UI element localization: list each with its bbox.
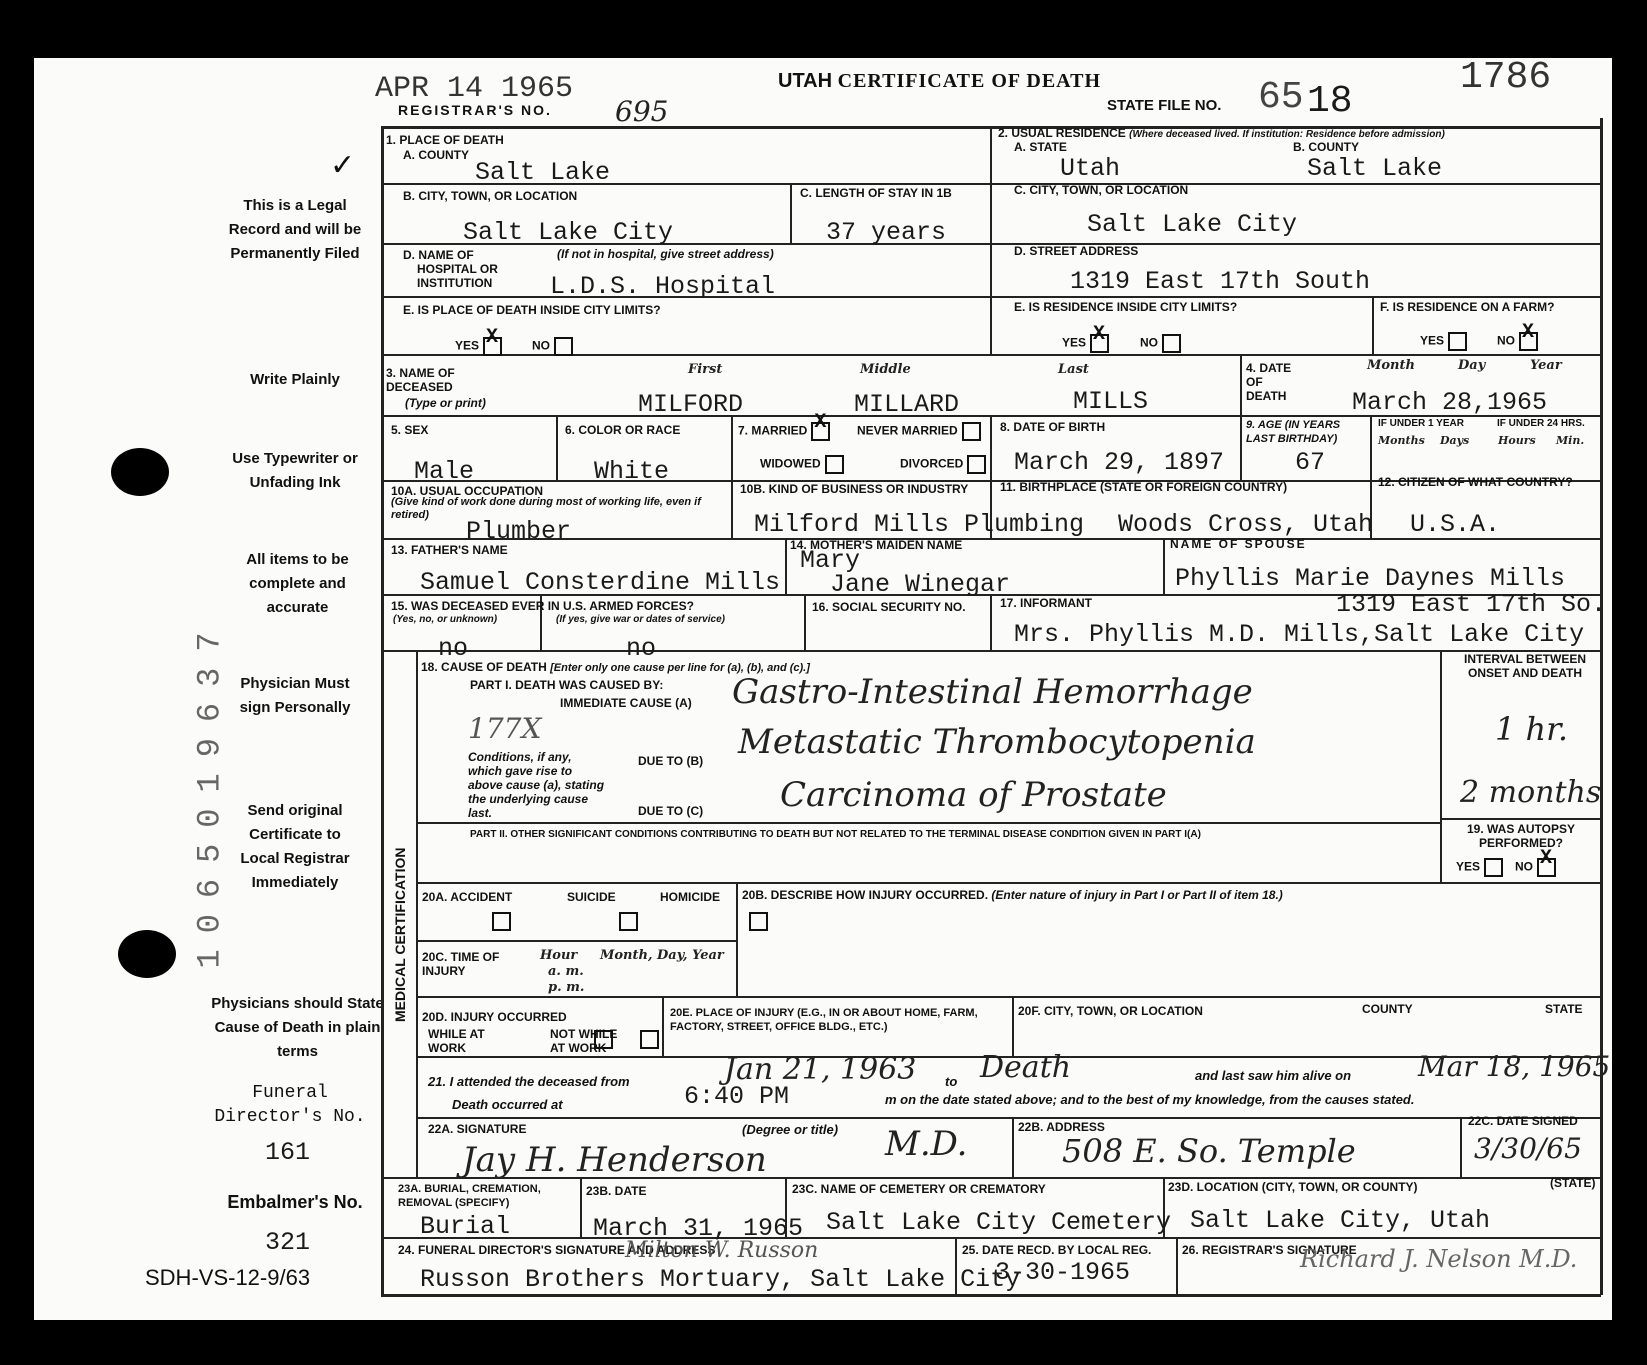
burial-location: Salt Lake City, Utah [1190,1206,1491,1235]
never-married[interactable]: NEVER MARRIED [857,422,981,441]
farm-label: F. IS RESIDENCE ON A FARM? [1380,300,1555,314]
deceased-name-note: (Type or print) [405,396,486,410]
days-label: Days [1440,434,1470,447]
signature-label: 22A. SIGNATURE [428,1122,527,1136]
place-of-injury-label: 20E. PLACE OF INJURY (E.G., IN OR ABOUT HOME, FARM, FACTORY, STREET, OFFICE BLDG., ETC.) [670,1007,978,1033]
margin-typewriter: Use Typewriter or Unfading Ink [232,450,358,491]
armed-note-2: (If yes, give war or dates of service) [556,614,725,625]
farm-no[interactable]: NOX [1497,332,1538,351]
married[interactable]: 7. MARRIEDX [738,422,830,441]
father-label: 13. FATHER'S NAME [391,543,508,557]
vertical-serial-number: 1065019637 [191,616,229,969]
degree-label: (Degree or title) [742,1122,839,1137]
attended-to: Death [980,1050,1072,1085]
physician-signature: Jay H. Henderson [462,1140,767,1180]
burial-date: March 31, 1965 [593,1214,804,1243]
immediate-cause-label: IMMEDIATE CAUSE (A) [560,696,692,710]
residence-inside-city-label: E. IS RESIDENCE INSIDE CITY LIMITS? [1014,300,1238,314]
injury-note: (Enter nature of injury in Part I or Part II of item 18.) [991,888,1283,902]
autopsy-yes-checkbox[interactable] [1484,858,1503,877]
last-saw-label: and last saw him alive on [1195,1068,1352,1083]
autopsy-label: 19. WAS AUTOPSY PERFORMED? [1466,822,1576,850]
knowledge-statement: m on the date stated above; and to the best of my knowledge, from the causes stated. [885,1092,1415,1107]
last-name: MILLS [1073,387,1149,416]
injury-state-label: STATE [1545,1002,1583,1016]
length-of-stay-label: C. LENGTH OF STAY IN 1B [800,186,952,200]
suicide-label: SUICIDE [567,890,616,904]
armed-forces-1: no [438,634,469,663]
first-name: MILFORD [638,390,744,419]
spouse-label: NAME OF SPOUSE [1170,537,1307,551]
date-received: 3-30-1965 [995,1258,1131,1287]
death-inside-no[interactable]: NO [532,337,573,356]
embalmer-no-label: Embalmer's No. [227,1192,363,1212]
date-received-label: 25. DATE RECD. BY LOCAL REG. [962,1243,1152,1257]
cause-b: Metastatic Thrombocytopenia [738,722,1256,762]
funeral-director-signature: Milton W. Russon [625,1238,819,1263]
conditions-note: Conditions, if any, which gave rise to above cause (a), stating the underlying cause last. [468,750,605,820]
margin-physicians-should: Physicians should State Cause of Death in plain terms [211,995,384,1060]
farm-no-checkbox[interactable] [1519,332,1538,351]
hour-label: Hour [540,948,578,963]
residence-inside-yes[interactable]: YESX [1062,334,1109,353]
min-label: Min. [1556,434,1585,447]
check-mark: ✓ [330,149,356,182]
registrar-no: 695 [615,95,669,128]
margin-send-original: Send original Certificate to Local Registrar Immediately [240,802,350,891]
residence-label: 2. USUAL RESIDENCE (Where deceased lived. If institution: Residence before admission) [998,126,1445,140]
street-address-label: D. STREET ADDRESS [1014,244,1139,258]
ssn-label: 16. SOCIAL SECURITY NO. [812,600,966,614]
citizen-label: 12. CITIZEN OF WHAT COUNTRY? [1378,475,1573,489]
due-to-b-label: DUE TO (B) [638,754,704,768]
margin-write-plainly: Write Plainly [250,371,340,388]
state-file-a: 65 [1258,76,1304,119]
birthplace: Woods Cross, Utah [1118,510,1374,539]
cause-a: Gastro-Intestinal Hemorrhage [732,672,1253,712]
death-inside-yes-checkbox[interactable] [483,337,502,356]
physician-address: 508 E. So. Temple [1062,1132,1356,1170]
last-saw-date: Mar 18, 1965 [1418,1050,1611,1083]
month-label: Month [1367,358,1415,373]
occupation-note: (Give kind of work done during most of working life, even if retired) [391,496,701,521]
occupation: Plumber [466,517,572,546]
residence-inside-no-checkbox[interactable] [1162,334,1181,353]
residence-note: (Where deceased lived. If institution: Residence before admission) [1129,129,1445,140]
residence-state-label: A. STATE [1014,140,1067,154]
widowed[interactable]: WIDOWED [760,455,844,474]
injury-description-label: 20B. DESCRIBE HOW INJURY OCCURRED. (Enter nature of injury in Part I or Part II of item 18.) [742,888,1283,902]
occupation-label: 10A. USUAL OCCUPATION [391,484,544,498]
residence-county-label: B. COUNTY [1293,140,1359,154]
death-county-label: A. COUNTY [403,148,469,162]
hospital-label-2: HOSPITAL OR [417,262,498,276]
injury-occurred-label: 20D. INJURY OCCURRED [422,1010,567,1024]
due-to-c-label: DUE TO (C) [638,804,704,818]
cemetery-label: 23C. NAME OF CEMETERY OR CREMATORY [792,1182,1046,1196]
death-city-label: B. CITY, TOWN, OR LOCATION [403,189,578,203]
autopsy-yes[interactable]: YES [1456,858,1503,877]
hospital-note: (If not in hospital, give street address) [557,247,774,261]
business-label: 10B. KIND OF BUSINESS OR INDUSTRY [740,482,969,496]
burial-method: Burial [420,1212,511,1241]
registrar-signature-label: 26. REGISTRAR'S SIGNATURE [1182,1243,1357,1257]
margin-legal-note: This is a Legal Record and will be Permanently Filed [228,197,362,262]
death-occurred-label: Death occurred at [452,1097,563,1112]
suicide-checkbox[interactable] [619,912,638,931]
date-signed: 3/30/65 [1474,1132,1582,1165]
race: White [594,457,670,486]
burial-label: 23A. BURIAL, CREMATION, REMOVAL (SPECIFY) [398,1183,541,1209]
embalmer-no: 321 [265,1228,311,1257]
never-married-checkbox[interactable] [962,422,981,441]
mother-name-2: Jane Winegar [830,570,1011,599]
cemetery: Salt Lake City Cemetery [826,1208,1172,1237]
age-label: 9. AGE (IN YEARS LAST BIRTHDAY) [1246,419,1341,445]
received-stamp: APR 14 1965 [375,72,574,106]
funeral-director-label: 24. FUNERAL DIRECTOR'S SIGNATURE AND ADDRESS [398,1243,716,1257]
residence-city-label: C. CITY, TOWN, OR LOCATION [1014,183,1189,197]
funeral-director-no-label: Funeral Director's No. [214,1083,366,1127]
disease-code: 177X [468,712,542,745]
race-label: 6. COLOR OR RACE [565,423,681,437]
mother-label: 14. MOTHER'S MAIDEN NAME [790,538,963,552]
informant-label: 17. INFORMANT [1000,596,1093,610]
divorced[interactable]: DIVORCED [900,455,986,474]
punch-hole-top [111,448,169,496]
citizen: U.S.A. [1410,510,1501,539]
under-24-hrs-label: IF UNDER 24 HRS. [1497,418,1585,429]
day-label: Day [1458,358,1486,373]
funeral-director: Russon Brothers Mortuary, Salt Lake City [420,1265,1021,1294]
sex-label: 5. SEX [391,423,429,437]
residence-county: Salt Lake [1307,154,1443,183]
street-address: 1319 East 17th South [1070,267,1371,296]
death-city: Salt Lake City [463,218,674,247]
birthplace-label: 11. BIRTHPLACE (STATE OR FOREIGN COUNTRY) [1000,480,1288,494]
accident-checkbox[interactable] [492,912,511,931]
state-file-c: 1786 [1460,56,1552,99]
hospital-label-1: D. NAME OF [403,248,474,262]
death-inside-city-label: E. IS PLACE OF DEATH INSIDE CITY LIMITS? [403,303,661,317]
date-of-death-label: 4. DATE OF DEATH [1246,361,1292,403]
margin-physician-sign: Physician Must sign Personally [239,675,351,716]
am-label: a. m. [548,964,584,979]
state-file-label: STATE FILE NO. [1107,97,1222,114]
residence-city: Salt Lake City [1087,210,1298,239]
mother-name-1: Mary [800,546,861,575]
physician-address-label: 22B. ADDRESS [1018,1120,1105,1134]
hospital-label [403,248,498,290]
autopsy-no-checkbox[interactable] [1537,858,1556,877]
injury-county-label: COUNTY [1362,1002,1413,1016]
armed-note-1: (Yes, no, or unknown) [393,614,498,625]
hours-label: Hours [1498,434,1536,447]
age: 67 [1295,448,1326,477]
accident-label: 20A. ACCIDENT [422,890,513,904]
physician-degree: M.D. [885,1124,968,1164]
attended-label: 21. I attended the deceased from [428,1074,630,1089]
medical-certification-vertical: MEDICAL CERTIFICATION [392,847,408,1022]
burial-date-label: 23B. DATE [586,1184,647,1198]
cause-of-death-label: 18. CAUSE OF DEATH [Enter only one cause per line for (a), (b), and (c).] [421,660,810,674]
funeral-director-no: 161 [265,1138,311,1167]
informant-address: 1319 East 17th So. [1336,590,1607,619]
registrar-no-label: REGISTRAR'S NO. [398,102,552,118]
while-at-work[interactable]: WHILE AT WORK [428,1027,485,1055]
farm-yes-checkbox[interactable] [1448,332,1467,351]
autopsy-no[interactable]: NOX [1515,858,1556,877]
death-inside-no-checkbox[interactable] [554,337,573,356]
burial-location-label: 23D. LOCATION (CITY, TOWN, OR COUNTY) [1168,1180,1418,1194]
part-1-label: PART I. DEATH WAS CAUSED BY: [470,678,664,692]
armed-forces-2: no [626,634,657,663]
place-of-death-label: 1. PLACE OF DEATH [386,133,504,147]
date-of-death: March 28,1965 [1352,388,1548,417]
deceased-name-label: 3. NAME OF DECEASED [386,366,455,394]
injury-city-label: 20F. CITY, TOWN, OR LOCATION [1018,1004,1203,1018]
interval-a: 1 hr. [1495,710,1569,748]
divorced-checkbox[interactable] [967,455,986,474]
not-while-at-work[interactable]: NOT WHILE AT WORK [550,1027,618,1055]
married-checkbox[interactable] [811,422,830,441]
time-of-injury-label: 20C. TIME OF INJURY [422,950,500,978]
attended-to-label: to [945,1074,958,1089]
informant-name: Mrs. Phyllis M.D. Mills,Salt Lake City [1014,620,1585,649]
months-label: Months [1378,434,1425,447]
time-of-death: 6:40 PM [684,1082,790,1111]
homicide-checkbox[interactable] [749,912,768,931]
under-1-year-label: IF UNDER 1 YEAR [1378,418,1464,429]
title-rest: CERTIFICATE OF DEATH [837,70,1102,92]
middle-name-label: Middle [860,362,911,377]
cause-note: [Enter only one cause per line for (a), (b), and (c).] [550,662,810,674]
date-of-birth: March 29, 1897 [1014,448,1225,477]
father-name: Samuel Consterdine Mills [420,568,781,597]
residence-state: Utah [1060,154,1121,183]
farm-yes[interactable]: YES [1420,332,1467,351]
residence-inside-no[interactable]: NO [1140,334,1181,353]
homicide-label: HOMICIDE [660,890,720,904]
widowed-checkbox[interactable] [825,455,844,474]
interval-label: INTERVAL BETWEEN ONSET AND DEATH [1463,652,1586,680]
death-inside-yes[interactable]: YESX [455,337,502,356]
sex: Male [414,457,475,486]
mdy-label: Month, Day, Year [600,948,724,963]
middle-name: MILLARD [854,390,960,419]
date-signed-label: 22C. DATE SIGNED [1468,1114,1578,1128]
not-while-at-work-checkbox[interactable] [640,1030,659,1049]
dob-label: 8. DATE OF BIRTH [1000,420,1106,434]
pm-label: p. m. [548,980,585,995]
residence-inside-yes-checkbox[interactable] [1090,334,1109,353]
title-state: UTAH [778,70,833,92]
spouse-name: Phyllis Marie Daynes Mills [1175,564,1566,593]
year-label: Year [1530,358,1562,373]
certificate-title [778,70,1101,93]
registrar-signature: Richard J. Nelson M.D. [1300,1245,1578,1273]
state-file-b: 18 [1307,80,1353,123]
burial-state-label: (STATE) [1550,1176,1596,1190]
hospital-label-3: INSTITUTION [417,276,493,290]
punch-hole-bottom [118,930,176,978]
form-number: SDH-VS-12-9/63 [145,1265,311,1290]
hospital-name: L.D.S. Hospital [550,272,776,301]
death-county: Salt Lake [475,158,611,187]
attended-from: Jan 21, 1963 [724,1052,917,1087]
armed-forces-label: 15. WAS DECEASED EVER IN U.S. ARMED FORCES? [391,599,694,613]
interval-c: 2 months [1460,775,1602,810]
cause-c: Carcinoma of Prostate [780,775,1167,815]
length-of-stay: 37 years [826,218,947,247]
margin-all-items: All items to be complete and accurate [246,551,349,616]
first-name-label: First [688,362,723,377]
last-name-label: Last [1058,362,1089,377]
part-2-label: PART II. OTHER SIGNIFICANT CONDITIONS CONTRIBUTING TO DEATH BUT NOT RELATED TO THE TERMINAL DISEASE CONDITION GIVEN IN PART I(A) [470,829,1201,840]
business: Milford Mills Plumbing [754,510,1085,539]
